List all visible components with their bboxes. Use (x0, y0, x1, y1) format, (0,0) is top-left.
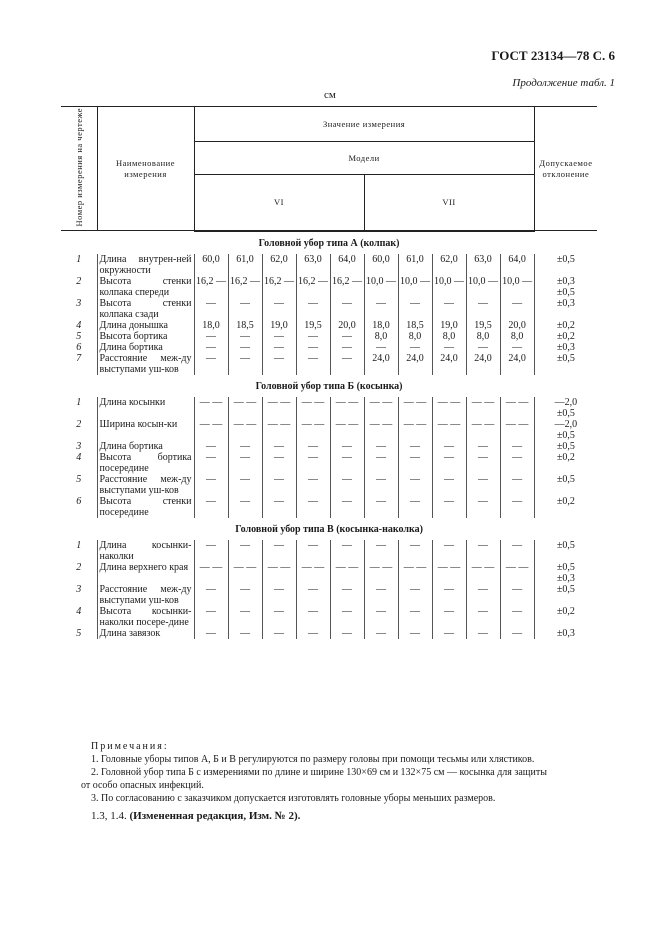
header-name: Наименование измерения (97, 107, 194, 231)
tolerance-cell: ±0,5 (534, 353, 597, 375)
header-value: Значение измерения (194, 107, 534, 142)
row-number: 1 (76, 396, 82, 408)
value-cell: 8,0 (466, 331, 500, 342)
section-title: Головной убор типа В (косынка-наколка) (235, 523, 423, 535)
value-cell: 24,0 (398, 353, 432, 375)
value-cell: 19,5 (466, 320, 500, 331)
value-cell: 19,5 (296, 320, 330, 331)
value-cell: — (296, 331, 330, 342)
value-cell: — (398, 474, 432, 496)
row-name: Высота бортика посередине (97, 452, 194, 474)
table-continuation-label: Продолжение табл. 1 (512, 77, 615, 89)
value-cell: — — (296, 562, 330, 584)
value-cell: — (466, 540, 500, 562)
value-cell: — (364, 474, 398, 496)
tolerance-cell: ±0,3 (534, 628, 597, 639)
table-row (61, 540, 597, 562)
page-header: ГОСТ 23134—78 С. 6 (491, 48, 615, 63)
value-cell: — (296, 452, 330, 474)
row-number: 2 (76, 418, 82, 430)
value-cell: — (262, 540, 296, 562)
tolerance-cell: ±0,5 (534, 441, 597, 452)
row-name: Длина косынки-наколки (97, 540, 194, 562)
value-cell: — (330, 331, 364, 342)
table-row (61, 628, 597, 639)
value-cell: 20,0 (330, 320, 364, 331)
table-row (61, 606, 597, 628)
value-cell: — (466, 628, 500, 639)
value-cell: — — (432, 419, 466, 441)
row-number: 4 (76, 605, 82, 617)
note-item: от особо опасных инфекций. (81, 780, 204, 791)
value-cell: — — (194, 397, 228, 419)
value-cell: — (432, 342, 466, 353)
row-number: 3 (76, 583, 82, 595)
value-cell: — (228, 353, 262, 375)
value-cell: — (432, 441, 466, 452)
value-cell: — — (330, 562, 364, 584)
value-cell: — — (500, 419, 534, 441)
table-row (61, 320, 597, 331)
value-cell: 61,0 (398, 254, 432, 276)
value-cell: — — (330, 419, 364, 441)
value-cell: 8,0 (364, 331, 398, 342)
value-cell: — (466, 584, 500, 606)
value-cell: — (398, 441, 432, 452)
value-cell: — (500, 452, 534, 474)
value-cell: — (262, 441, 296, 452)
row-name: Расстояние меж-ду выступами уш-ков (97, 584, 194, 606)
value-cell: — (364, 298, 398, 320)
row-number: 2 (76, 561, 82, 573)
value-cell: 61,0 (228, 254, 262, 276)
row-name: Длина косынки (97, 397, 194, 419)
tolerance-cell: ±0,5 (534, 584, 597, 606)
value-cell: — (432, 298, 466, 320)
tolerance-cell: —2,0 ±0,5 (534, 419, 597, 441)
value-cell: — (432, 474, 466, 496)
value-cell: — (262, 606, 296, 628)
value-cell: — (364, 606, 398, 628)
value-cell: — (500, 584, 534, 606)
value-cell: — — (262, 562, 296, 584)
table-row (61, 397, 597, 419)
value-cell: — (296, 628, 330, 639)
value-cell: 60,0 (194, 254, 228, 276)
value-cell: — (228, 540, 262, 562)
value-cell: 63,0 (466, 254, 500, 276)
value-cell: — (466, 496, 500, 518)
value-cell: — (262, 584, 296, 606)
table-row (61, 474, 597, 496)
value-cell: — (330, 474, 364, 496)
tolerance-cell: —2,0 ±0,5 (534, 397, 597, 419)
value-cell: — (330, 353, 364, 375)
value-cell: — — (500, 562, 534, 584)
value-cell: — — (398, 397, 432, 419)
value-cell: — (194, 606, 228, 628)
value-cell: — — (262, 419, 296, 441)
value-cell: — (364, 342, 398, 353)
value-cell: — (330, 496, 364, 518)
tolerance-cell: ±0,5 (534, 474, 597, 496)
value-cell: — (432, 452, 466, 474)
unit-label: см (324, 89, 336, 101)
value-cell: — — (364, 397, 398, 419)
value-cell: — (432, 540, 466, 562)
row-number: 6 (76, 341, 82, 353)
value-cell: 64,0 (500, 254, 534, 276)
table-row (61, 353, 597, 375)
value-cell: — — (330, 397, 364, 419)
note-item: 1. Головные уборы типов А, Б и В регулируются по размеру головы при помощи тесьмы или хлястиков. (91, 754, 535, 765)
row-name: Высота стенки колпака сзади (97, 298, 194, 320)
value-cell: — (466, 474, 500, 496)
value-cell: — (398, 584, 432, 606)
value-cell: — (194, 441, 228, 452)
tolerance-cell: ±0,3 (534, 342, 597, 353)
table-row (61, 419, 597, 441)
table-row (61, 331, 597, 342)
value-cell: — (398, 342, 432, 353)
value-cell: 19,0 (432, 320, 466, 331)
row-number: 1 (76, 253, 82, 265)
value-cell: — (228, 584, 262, 606)
tolerance-cell: ±0,5 (534, 254, 597, 276)
value-cell: 16,2 — (194, 276, 228, 298)
value-cell: — (500, 540, 534, 562)
value-cell: 10,0 — (398, 276, 432, 298)
value-cell: 16,2 — (330, 276, 364, 298)
row-name: Длина бортика (97, 342, 194, 353)
value-cell: — (500, 496, 534, 518)
value-cell: — (398, 298, 432, 320)
tolerance-cell: ±0,3 (534, 298, 597, 320)
notes-title: Примечания: (91, 741, 169, 752)
row-number: 4 (76, 319, 82, 331)
value-cell: 16,2 — (228, 276, 262, 298)
value-cell: — (330, 342, 364, 353)
measurements-table (61, 106, 597, 639)
row-name: Ширина косын-ки (97, 419, 194, 441)
value-cell: — (296, 441, 330, 452)
table-row (61, 441, 597, 452)
table-row (61, 452, 597, 474)
row-name: Длина завязок (97, 628, 194, 639)
value-cell: — (262, 342, 296, 353)
value-cell: — (466, 452, 500, 474)
value-cell: — (194, 540, 228, 562)
value-cell: — — (194, 419, 228, 441)
value-cell: — (296, 496, 330, 518)
value-cell: 24,0 (364, 353, 398, 375)
value-cell: 60,0 (364, 254, 398, 276)
value-cell: — — (228, 397, 262, 419)
value-cell: — (262, 452, 296, 474)
value-cell: — (296, 342, 330, 353)
value-cell: — (262, 331, 296, 342)
tolerance-cell: ±0,3 ±0,5 (534, 276, 597, 298)
value-cell: — (194, 353, 228, 375)
value-cell: — (228, 452, 262, 474)
row-number: 5 (76, 627, 82, 639)
value-cell: 8,0 (398, 331, 432, 342)
section-header (61, 518, 597, 540)
value-cell: — — (194, 562, 228, 584)
row-number: 7 (76, 352, 82, 364)
value-cell: — (398, 496, 432, 518)
row-number: 5 (76, 330, 82, 342)
row-name: Высота косынки-наколки посере-дине (97, 606, 194, 628)
table-row (61, 584, 597, 606)
value-cell: — (500, 298, 534, 320)
value-cell: — — (398, 562, 432, 584)
value-cell: — (398, 452, 432, 474)
value-cell: — — (500, 397, 534, 419)
value-cell: — — (296, 419, 330, 441)
value-cell: 8,0 (432, 331, 466, 342)
value-cell: — (262, 628, 296, 639)
value-cell: — (398, 628, 432, 639)
value-cell: — (262, 496, 296, 518)
value-cell: — (500, 342, 534, 353)
value-cell: — (398, 540, 432, 562)
row-number: 6 (76, 495, 82, 507)
tolerance-cell: ±0,2 (534, 606, 597, 628)
value-cell: — (398, 606, 432, 628)
value-cell: 63,0 (296, 254, 330, 276)
header-tolerance: Допускаемое отклонение (534, 107, 597, 231)
value-cell: — (262, 298, 296, 320)
value-cell: — (330, 540, 364, 562)
value-cell: — (466, 342, 500, 353)
value-cell: 62,0 (432, 254, 466, 276)
value-cell: — (194, 342, 228, 353)
row-name: Расстояние меж-ду выступами уш-ков (97, 474, 194, 496)
section-header (61, 375, 597, 397)
value-cell: — (330, 441, 364, 452)
row-name: Высота бортика (97, 331, 194, 342)
value-cell: — (466, 298, 500, 320)
value-cell: 18,0 (194, 320, 228, 331)
value-cell: — — (466, 397, 500, 419)
value-cell: — (432, 606, 466, 628)
value-cell: — (466, 606, 500, 628)
value-cell: — (330, 584, 364, 606)
header-models: Модели (194, 142, 534, 175)
amendment-note (91, 810, 300, 822)
section-title: Головной убор типа А (колпак) (258, 237, 400, 249)
tolerance-cell: ±0,2 (534, 320, 597, 331)
value-cell: — — (228, 562, 262, 584)
value-cell: 19,0 (262, 320, 296, 331)
value-cell: — (364, 628, 398, 639)
tolerance-cell: ±0,2 (534, 331, 597, 342)
value-cell: — (296, 353, 330, 375)
value-cell: 24,0 (466, 353, 500, 375)
value-cell: — — (466, 419, 500, 441)
value-cell: — (432, 496, 466, 518)
row-name: Длина внутрен-ней окружности (97, 254, 194, 276)
table-row (61, 562, 597, 584)
value-cell: 24,0 (500, 353, 534, 375)
value-cell: — (296, 474, 330, 496)
value-cell: 18,5 (398, 320, 432, 331)
row-number: 3 (76, 297, 82, 309)
notes (81, 740, 611, 805)
value-cell: — (228, 628, 262, 639)
value-cell: 10,0 — (432, 276, 466, 298)
value-cell: — (194, 298, 228, 320)
value-cell: — (432, 584, 466, 606)
section-title: Головной убор типа Б (косынка) (255, 380, 403, 392)
value-cell: — — (262, 397, 296, 419)
value-cell: — (228, 606, 262, 628)
value-cell: — (296, 584, 330, 606)
table-row (61, 298, 597, 320)
value-cell: — (330, 298, 364, 320)
section-header (61, 231, 597, 254)
value-cell: — (500, 441, 534, 452)
value-cell: — (296, 540, 330, 562)
value-cell: — (330, 628, 364, 639)
header-number: Номер измерения на чертеже (61, 107, 97, 231)
tolerance-cell: ±0,5 ±0,3 (534, 562, 597, 584)
value-cell: — (228, 496, 262, 518)
value-cell: — (330, 606, 364, 628)
row-number: 5 (76, 473, 82, 485)
value-cell: — (364, 496, 398, 518)
value-cell: — (228, 331, 262, 342)
table-row (61, 496, 597, 518)
value-cell: — (364, 540, 398, 562)
table-row (61, 276, 597, 298)
value-cell: 62,0 (262, 254, 296, 276)
value-cell: — (364, 584, 398, 606)
tolerance-cell: ±0,2 (534, 452, 597, 474)
row-name: Длина донышка (97, 320, 194, 331)
value-cell: — (262, 474, 296, 496)
note-item: 2. Головной убор типа Б с измерениями по длине и ширине 130×69 см и 132×75 см — косынка для защиты (91, 767, 547, 778)
value-cell: — (228, 441, 262, 452)
value-cell: — (194, 628, 228, 639)
value-cell: — — (296, 397, 330, 419)
value-cell: — (228, 298, 262, 320)
value-cell: 10,0 — (500, 276, 534, 298)
value-cell: — (500, 474, 534, 496)
value-cell: — (296, 298, 330, 320)
value-cell: — (432, 628, 466, 639)
value-cell: — — (432, 562, 466, 584)
value-cell: — (500, 628, 534, 639)
row-name: Длина бортика (97, 441, 194, 452)
value-cell: 24,0 (432, 353, 466, 375)
value-cell: — (228, 474, 262, 496)
amendment-prefix: 1.3, 1.4. (91, 810, 127, 822)
value-cell: — — (364, 562, 398, 584)
value-cell: 8,0 (500, 331, 534, 342)
value-cell: — — (228, 419, 262, 441)
value-cell: — (194, 474, 228, 496)
value-cell: — (194, 452, 228, 474)
value-cell: 16,2 — (296, 276, 330, 298)
note-item: 3. По согласованию с заказчиком допускается изготовлять головные уборы меньших размеров. (91, 793, 496, 804)
value-cell: — (364, 452, 398, 474)
row-number: 4 (76, 451, 82, 463)
row-name: Длина верхнего края (97, 562, 194, 584)
amendment-text: (Измененная редакция, Изм. № 2). (129, 810, 301, 822)
value-cell: — (500, 606, 534, 628)
table-row (61, 254, 597, 276)
value-cell: 18,5 (228, 320, 262, 331)
value-cell: — (330, 452, 364, 474)
row-number: 2 (76, 275, 82, 287)
value-cell: — — (432, 397, 466, 419)
value-cell: — (364, 441, 398, 452)
value-cell: — (194, 331, 228, 342)
tolerance-cell: ±0,2 (534, 496, 597, 518)
value-cell: 16,2 — (262, 276, 296, 298)
value-cell: 18,0 (364, 320, 398, 331)
row-number: 1 (76, 539, 82, 551)
header-model-vii: VII (364, 175, 534, 231)
value-cell: — (262, 353, 296, 375)
value-cell: 20,0 (500, 320, 534, 331)
value-cell: — — (398, 419, 432, 441)
value-cell: — (228, 342, 262, 353)
value-cell: — (466, 441, 500, 452)
header-model-vi: VI (194, 175, 364, 231)
value-cell: — (296, 606, 330, 628)
value-cell: — (194, 584, 228, 606)
row-name: Расстояние меж-ду выступами уш-ков (97, 353, 194, 375)
value-cell: — (194, 496, 228, 518)
value-cell: — — (466, 562, 500, 584)
value-cell: 64,0 (330, 254, 364, 276)
value-cell: 10,0 — (466, 276, 500, 298)
value-cell: 10,0 — (364, 276, 398, 298)
row-name: Высота стенки посередине (97, 496, 194, 518)
row-number: 3 (76, 440, 82, 452)
table-row (61, 342, 597, 353)
row-name: Высота стенки колпака спереди (97, 276, 194, 298)
tolerance-cell: ±0,5 (534, 540, 597, 562)
value-cell: — — (364, 419, 398, 441)
